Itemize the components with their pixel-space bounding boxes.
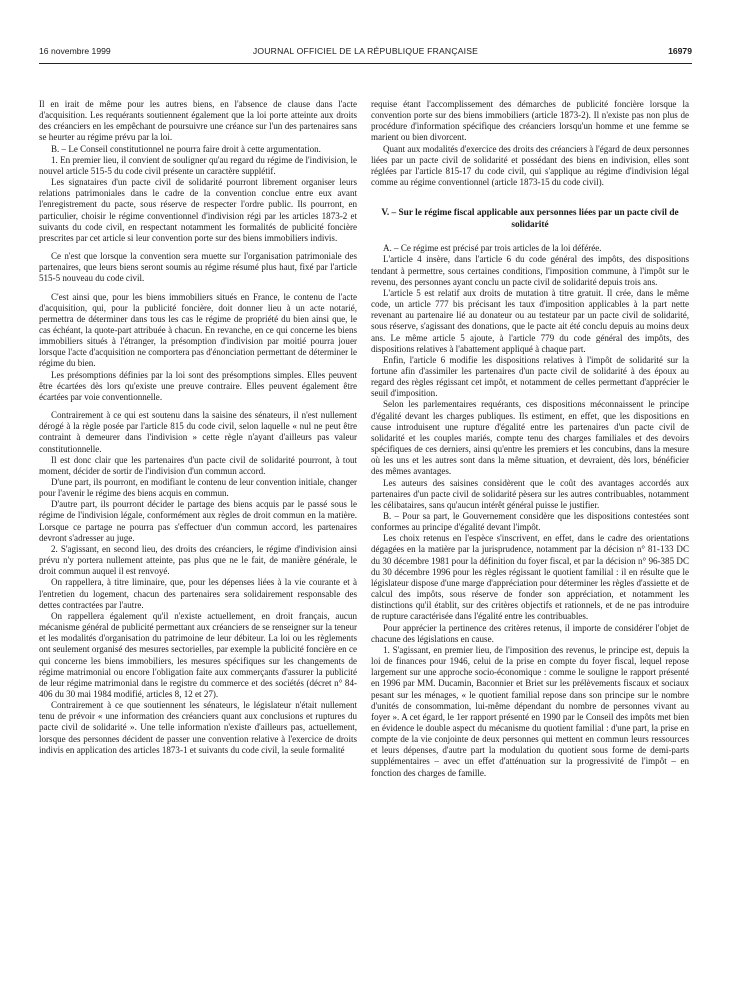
paragraph: L'article 4 insère, dans l'article 6 du code général des impôts, des dispositions tendant à permettre, sous certaines conditions, l'imposition commune, à l'impôt sur le revenu, des personnes ayant conclu un pacte civil de solidarité depuis trois ans. [371,254,689,287]
paragraph: Les choix retenus en l'espèce s'inscrivent, en effet, dans le cadre des orientations dégagées en la matière par la jurisprudence, notamment par la décision n° 81-133 DC du 30 décembre 1981 pour la définition du foyer fiscal, et par la décision n° 96-385 DC du 30 décembre 1996 pour les règles régissant le quotient familial : il en résulte que le législateur dispose d'une marge d'appréciation pour déterminer les règles d'assiette et de calcul des impôts, sous réserve de fonder son appréciation, et notamment les distinctions qu'il établit, sur des critères objectifs et rationnels, et de ne pas introduire de rupture caractérisée dans l'égalité entre les contribuables. [371,533,689,622]
paragraph: C'est ainsi que, pour les biens immobiliers situés en France, le contenu de l'acte d'acquisition, qui, pour la publicité foncière, doit donner lieu à un acte notarié, permettra de déterminer dans tous les cas le régime de propriété du bien ainsi que, le cas échéant, la quote-part attribuée à chacun. En revanche, en ce qui concerne les biens immobiliers situés à l'étranger, la présomption d'indivision par moitié pourra jouer lorsque l'acte d'acquisition ne comportera pas d'énonciation permettant de déterminer le régime du bien. [39,291,357,369]
paragraph: Selon les parlementaires requérants, ces dispositions méconnaissent le principe d'égalité devant les charges publiques. Ils estiment, en effet, que les dispositions en cause introduisent une rupture d'égalité entre les partenaires d'un pacte civil de solidarité et les couples mariés, compte tenu des charges familiales et des devoirs spécifiques de ces derniers, ainsi qu'entre les premiers et les concubins, dans la mesure où les uns et les autres sont dans la même situation, et devraient, dès lors, bénéficier des mêmes avantages. [371,399,689,477]
paragraph: Les auteurs des saisines considèrent que le coût des avantages accordés aux partenaires d'un pacte civil de solidarité pèsera sur les autres contribuables, notamment les célibataires, sans qu'aucun intérêt général puisse le justifier. [371,477,689,510]
paragraph: Contrairement à ce qui est soutenu dans la saisine des sénateurs, il n'est nullement dérogé à la règle posée par l'article 815 du code civil, selon laquelle « nul ne peut être contraint à demeurer dans l'indivision » cette règle n'ayant d'ailleurs pas valeur constitutionnelle. [39,410,357,454]
paragraph: B. – Pour sa part, le Gouvernement considère que les dispositions contestées sont conformes au principe d'égalité devant l'impôt. [371,511,689,533]
paragraph: On rappellera, à titre liminaire, que, pour les dépenses liées à la vie courante et à l'entretien du logement, chacun des partenaires sera solidairement responsable des dettes contractées par l'autre. [39,577,357,610]
paragraph: Contrairement à ce que soutiennent les sénateurs, le législateur n'était nullement tenu de prévoir « une information des créanciers quant aux conclusions et ruptures du pacte civil de solidarité ». Une telle information n'existe d'ailleurs pas, actuellement, lorsque des personnes décident de passer une convention relative à l'exercice de droits indivis en application des articles 1873-1 et suivants du code civil, la seule formalité [39,700,357,755]
paragraph: Enfin, l'article 6 modifie les dispositions relatives à l'impôt de solidarité sur la fortune afin d'assimiler les partenaires d'un pacte civil de solidarité à des époux au regard des règles régissant cet impôt, et notamment de celles permettant d'apprécier le seuil d'imposition. [371,354,689,399]
right-column [371,99,689,779]
paragraph: L'article 5 est relatif aux droits de mutation à titre gratuit. Il crée, dans le même code, un article 777 bis précisant les taux d'imposition applicables à la part nette revenant au partenaire lié au donateur ou au testateur par un pacte civil de solidarité, sous réserve, s'agissant des donations, que le pacte ait été conclu depuis au moins deux ans. Le même article 5 ajoute, à l'article 779 du code général des impôts, des dispositions relatives à l'abattement appliqué à chaque part. [371,287,689,354]
paragraph: 2. S'agissant, en second lieu, des droits des créanciers, le régime d'indivision ainsi prévu n'y portera nullement atteinte, pas plus que ne le fait, de manière générale, le droit commun auquel il est renvoyé. [39,543,357,577]
paragraph: D'autre part, ils pourront décider le partage des biens acquis par le passé sous le régime de l'indivision légale, conformément aux règles de droit commun en la matière. Lorsque ce partage ne pourra pas s'effectuer d'un commun accord, les partenaires devront s'adresser au juge. [39,499,357,543]
paragraph: Les présomptions définies par la loi sont des présomptions simples. Elles peuvent être écartées dès lors qu'existe une preuve contraire. Elles peuvent également être écartées par voie conventionnelle. [39,369,357,402]
paragraph: Il en irait de même pour les autres biens, en l'absence de clause dans l'acte d'acquisition. Les requérants soutiennent également que la loi porte atteinte aux droits des créanciers en les empêchant de poursuivre une créance sur l'un des partenaires sans se heurter au régime prévu par la loi. [39,99,357,143]
header-title: JOURNAL OFFICIEL DE LA RÉPUBLIQUE FRANÇAISE [252,46,479,56]
paragraph: requise étant l'accomplissement des démarches de publicité foncière lorsque la convention porte sur des biens immobiliers (article 1873-2). Il n'existe pas non plus de procédure d'information spécifique des créanciers lorsqu'un homme et une femme se marient ou bien divorcent. [371,99,689,143]
paragraph: 1. S'agissant, en premier lieu, de l'imposition des revenus, le principe est, depuis la loi de finances pour 1946, celui de la prise en compte du foyer fiscal, lequel repose largement sur une approche socio-économique : comme le souligne le rapport présenté en 1996 par MM. Ducamin, Baconnier et Briet sur les prélèvements fiscaux et sociaux pesant sur les ménages, « le quotient familial repose dans son principe sur le nombre d'unités de consommation, lui-même dépendant du nombre de personnes vivant au foyer ». A cet égard, le 1er rapport présenté en 1990 par le Conseil des impôts met bien en évidence le double aspect du mécanisme du quotient familial : d'une part, la prise en compte de la vie conjointe de deux personnes qui mettent en commun leurs ressources et leurs dépenses, d'autre part la modulation du quotient sous forme de demi-parts supplémentaires – avec un effet d'atténuation sur la progressivité de l'impôt – en fonction des charges de famille. [371,644,689,778]
paragraph: Il est donc clair que les partenaires d'un pacte civil de solidarité pourront, à tout moment, décider de sortir de l'indivision d'un commun accord. [39,454,357,476]
page-header [39,46,692,62]
paragraph: Ce n'est que lorsque la convention sera muette sur l'organisation patrimoniale des partenaires, que leurs biens seront soumis au régime résumé plus haut, fixé par l'article 515-5 nouveau du code civil. [39,251,357,284]
paragraph: Quant aux modalités d'exercice des droits des créanciers à l'égard de deux personnes liées par un pacte civil de solidarité et possédant des biens en indivision, elles sont réglées par l'article 815-17 du code civil, qui s'applique au régime d'indivision légal comme au régime conventionnel (article 1873-15 du code civil). [371,143,689,188]
paragraph: A. – Ce régime est précisé par trois articles de la loi déférée. [383,243,602,254]
paragraph: 1. En premier lieu, il convient de souligner qu'au regard du régime de l'indivision, le nouvel article 515-5 du code civil présente un caractère supplétif. [39,154,357,176]
header-date: 16 novembre 1999 [39,46,111,56]
section-heading: V. – Sur le régime fiscal applicable aux personnes liées par un pacte civil de solidarité [381,208,679,230]
paragraph: D'une part, ils pourront, en modifiant le contenu de leur convention initiale, changer pour l'avenir le régime des biens acquis en commun. [39,477,357,499]
paragraph: On rappellera également qu'il n'existe actuellement, en droit français, aucun mécanisme général de publicité permettant aux créanciers de se renseigner sur la teneur et les modalités d'organisation du patrimoine de leur débiteur. La loi ou les règlements ont seulement organisé des mesures sectorielles, par exemple la publicité foncière en ce qui concerne les biens immobiliers, les mesures spécifiques sur les changements de régime matrimonial ou encore l'obligation faite aux commerçants d'assurer la publicité de leur régime matrimonial dans le registre du commerce et des sociétés (décret n° 84-406 du 30 mai 1984 modifié, articles 8, 12 et 27). [39,610,357,699]
header-rule [39,63,692,64]
header-page-number: 16979 [668,46,692,56]
left-column [39,99,357,756]
paragraph: Pour apprécier la pertinence des critères retenus, il importe de considérer l'objet de chacune des législations en cause. [371,622,689,644]
paragraph: B. – Le Conseil constitutionnel ne pourra faire droit à cette argumentation. [51,143,321,154]
paragraph: Les signataires d'un pacte civil de solidarité pourront librement organiser leurs relations patrimoniales dans le cadre de la convention conclue entre eux avant l'enregistrement du pacte, sous réserve de respecter l'ordre public. Ils pourront, en particulier, choisir le régime conventionnel d'indivision régi par les articles 1873-2 et suivants du code civil, en respectant notamment les formalités de publicité foncière prescrites par cet article si leur convention porte sur des biens immobiliers indivis. [39,177,357,243]
